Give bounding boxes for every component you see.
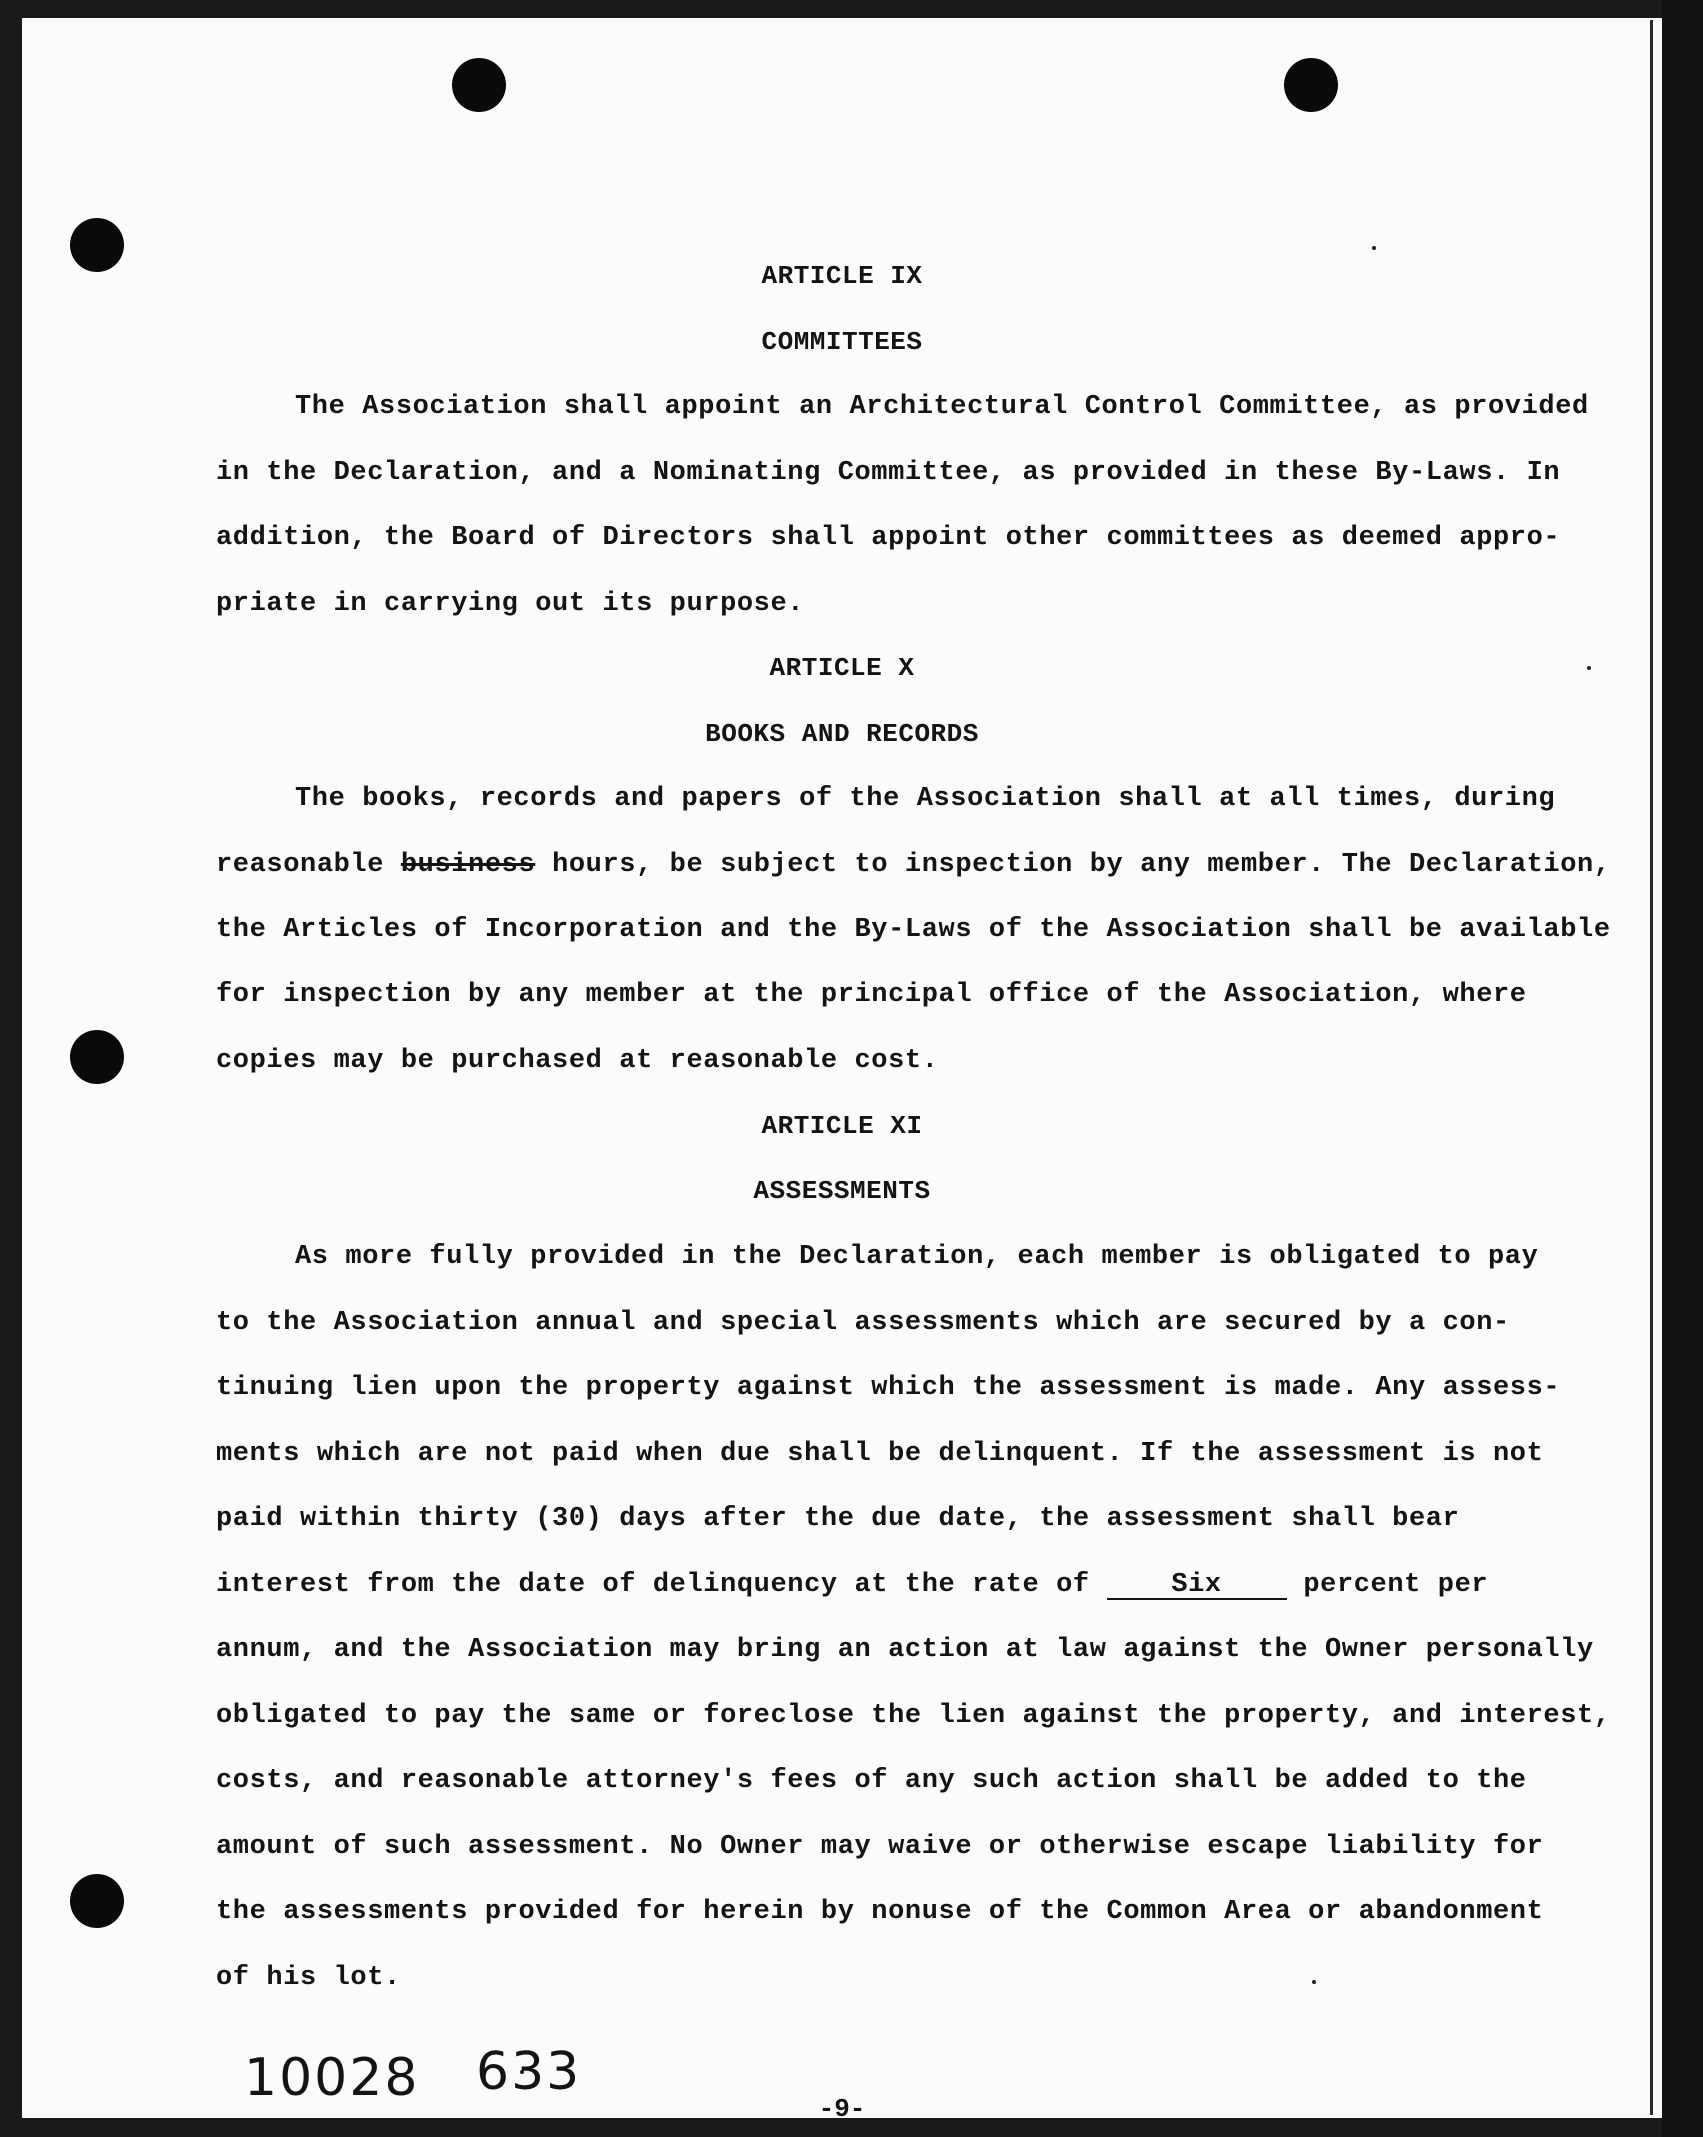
article-x-line: The books, records and papers of the Association shall at all times, during xyxy=(295,784,1556,814)
page-reference-stamp: 633 xyxy=(476,2042,582,2102)
article-x-title: ARTICLE X xyxy=(769,653,915,683)
article-x-line: the Articles of Incorporation and the By-Laws of the Association shall be available xyxy=(216,915,1611,945)
text-segment: hours, be subject to inspection by any member. The Declaration, xyxy=(535,850,1611,880)
scan-border xyxy=(1662,0,1703,2137)
article-ix-title: ARTICLE IX xyxy=(761,261,923,291)
article-xi-title: ARTICLE XI xyxy=(761,1111,923,1141)
article-xi-line: costs, and reasonable attorney's fees of any such action shall be added to the xyxy=(216,1766,1527,1796)
article-x-line: copies may be purchased at reasonable cost. xyxy=(216,1046,939,1076)
punch-hole-side-2 xyxy=(70,1030,124,1084)
text-segment: reasonable xyxy=(216,850,401,880)
article-xi-line: annum, and the Association may bring an action at law against the Owner personally xyxy=(216,1635,1594,1665)
article-xi-line: obligated to pay the same or foreclose the lien against the property, and interest, xyxy=(216,1701,1611,1731)
text-segment: percent per xyxy=(1286,1570,1489,1600)
scan-speck xyxy=(1312,1980,1316,1984)
article-xi-subtitle: ASSESSMENTS xyxy=(753,1176,931,1206)
scan-edge-line xyxy=(1650,20,1653,2115)
struck-word: business xyxy=(400,850,536,880)
article-ix-line: The Association shall appoint an Architectural Control Committee, as provided xyxy=(295,392,1589,422)
punch-hole-side-3 xyxy=(70,1874,124,1928)
article-x-line: for inspection by any member at the principal office of the Association, where xyxy=(216,980,1527,1010)
interest-rate-blank: Six xyxy=(1107,1572,1287,1600)
document-page xyxy=(22,18,1662,2124)
article-xi-line: amount of such assessment. No Owner may waive or otherwise escape liability for xyxy=(216,1832,1544,1862)
text-segment: interest from the date of delinquency at the rate of xyxy=(216,1570,1107,1600)
article-ix-line: addition, the Board of Directors shall appoint other committees as deemed appro- xyxy=(216,523,1561,553)
article-x-line-with-strike xyxy=(216,850,1611,880)
article-xi-line: the assessments provided for herein by nonuse of the Common Area or abandonment xyxy=(216,1897,1544,1927)
article-xi-line: paid within thirty (30) days after the due date, the assessment shall bear xyxy=(216,1504,1460,1534)
article-x-subtitle: BOOKS AND RECORDS xyxy=(705,719,979,749)
article-ix-subtitle: COMMITTEES xyxy=(761,327,923,357)
punch-hole-top-left xyxy=(452,58,506,112)
article-xi-rate-line xyxy=(216,1570,1488,1600)
article-xi-line: ments which are not paid when due shall be delinquent. If the assessment is not xyxy=(216,1439,1544,1469)
article-xi-line: tinuing lien upon the property against which the assessment is made. Any assess- xyxy=(216,1373,1561,1403)
article-xi-line: of his lot. xyxy=(216,1963,401,1993)
page-number: -9- xyxy=(818,2094,866,2124)
article-xi-line: As more fully provided in the Declaration, each member is obligated to pay xyxy=(295,1242,1539,1272)
book-number-stamp: 10028 xyxy=(244,2048,420,2108)
scan-speck xyxy=(1372,246,1376,250)
article-ix-line: priate in carrying out its purpose. xyxy=(216,589,805,619)
article-xi-line: to the Association annual and special assessments which are secured by a con- xyxy=(216,1308,1510,1338)
article-ix-line: in the Declaration, and a Nominating Committee, as provided in these By-Laws. In xyxy=(216,458,1561,488)
punch-hole-top-right xyxy=(1284,58,1338,112)
